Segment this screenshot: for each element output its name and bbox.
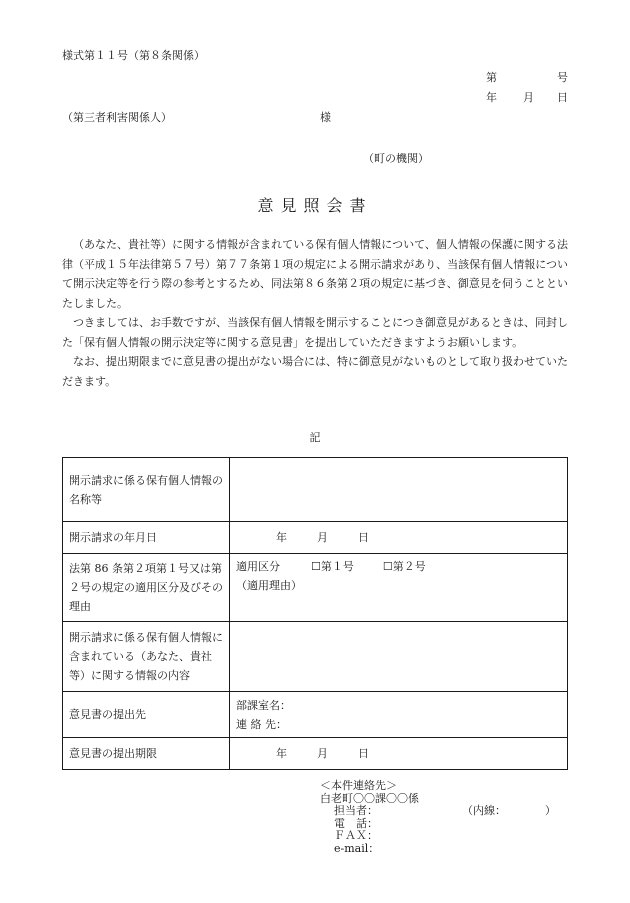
- body-text: [62, 235, 568, 391]
- contact-office: 白老町〇〇課〇〇係: [320, 791, 419, 805]
- row-value-request-date[interactable]: [230, 522, 568, 554]
- number-prefix: 第: [486, 71, 497, 84]
- row-value-deadline[interactable]: [230, 738, 568, 770]
- row-label-category: 法第 86 条第２項第１号又は第２号の規定の適用区分及びその理由: [63, 554, 230, 622]
- date-month: 月: [523, 91, 534, 104]
- row-label-info-content: 開示請求に係る保有個人情報に含まれている（あなた、貴社等）に関する情報の内容: [63, 622, 230, 692]
- category-option-2[interactable]: ☐第２号: [382, 560, 426, 573]
- contact-extension-close: ）: [545, 804, 556, 817]
- body-paragraph-2: つきましては、お手数ですが、当該保有個人情報を開示することにつき御意見があるときは、同封した「保有個人情報の開示決定等に関する意見書」を提出していただきますようお願いします。: [62, 316, 568, 349]
- deadline-month: 月: [317, 747, 328, 760]
- request-date-day: 日: [358, 531, 369, 544]
- contact-fax: ＦＡＸ：: [334, 829, 378, 842]
- category-reason: （適用理由）: [236, 579, 302, 592]
- request-date-month: 月: [317, 531, 328, 544]
- category-label: 適用区分: [236, 560, 280, 573]
- contact-phone: 電 話：: [334, 816, 378, 830]
- category-line: [236, 557, 561, 576]
- row-label-info-name: 開示請求に係る保有個人情報の名称等: [63, 458, 230, 522]
- row-label-deadline: 意見書の提出期限: [63, 738, 230, 770]
- contact-person-line: [320, 804, 556, 818]
- form-number: 様式第１１号（第８条関係）: [62, 49, 205, 62]
- sender-organ: （町の機関）: [363, 152, 429, 165]
- contact-extension: （内線：: [462, 804, 506, 817]
- table-row: [63, 692, 568, 738]
- row-value-category[interactable]: [230, 554, 568, 622]
- row-value-info-content[interactable]: [230, 622, 568, 692]
- category-option-1[interactable]: ☐第１号: [311, 560, 354, 573]
- addressee: （第三者利害関係人）: [62, 111, 172, 124]
- contact-heading: ＜本件連絡先＞: [320, 779, 397, 792]
- contact-block: [320, 779, 556, 855]
- ki-marker: 記: [309, 431, 321, 444]
- body-paragraph-1: （あなた、貴社等）に関する情報が含まれている保有個人情報について、個人情報の保護に関する法律（平成１５年法律第５７号）第７７条第１項の規定による開示請求があり、当該保有個人情報について開示決定等を行う際の参考とするため、同法第８６条第２項の規定に基づき、御意見を伺うことといたしました。: [62, 238, 568, 310]
- submission-contact: 連 絡 先：: [236, 717, 287, 731]
- row-label-submission-to: 意見書の提出先: [63, 692, 230, 738]
- row-value-info-name[interactable]: [230, 458, 568, 522]
- details-table: [62, 457, 568, 770]
- contact-person: 担当者：: [334, 804, 378, 817]
- row-value-submission-to[interactable]: [230, 692, 568, 738]
- body-paragraph-3: なお、提出期限までに意見書の提出がない場合には、特に御意見がないものとして取り扱わせていただきます。: [62, 355, 568, 388]
- submission-dept: 部課室名：: [236, 698, 291, 712]
- deadline-year: 年: [276, 747, 287, 760]
- document-title: 意見照会書: [257, 196, 373, 215]
- deadline-day: 日: [358, 747, 369, 760]
- table-row: [63, 738, 568, 770]
- contact-email: e-mail：: [334, 841, 380, 855]
- table-row: [63, 622, 568, 692]
- table-row: [63, 522, 568, 554]
- table-row: [63, 554, 568, 622]
- table-row: [63, 458, 568, 522]
- date-year: 年: [486, 91, 497, 104]
- number-suffix: 号: [557, 71, 568, 84]
- request-date-year: 年: [276, 531, 287, 544]
- row-label-request-date: 開示請求の年月日: [63, 522, 230, 554]
- date-day: 日: [557, 91, 568, 104]
- addressee-honorific: 様: [320, 111, 331, 124]
